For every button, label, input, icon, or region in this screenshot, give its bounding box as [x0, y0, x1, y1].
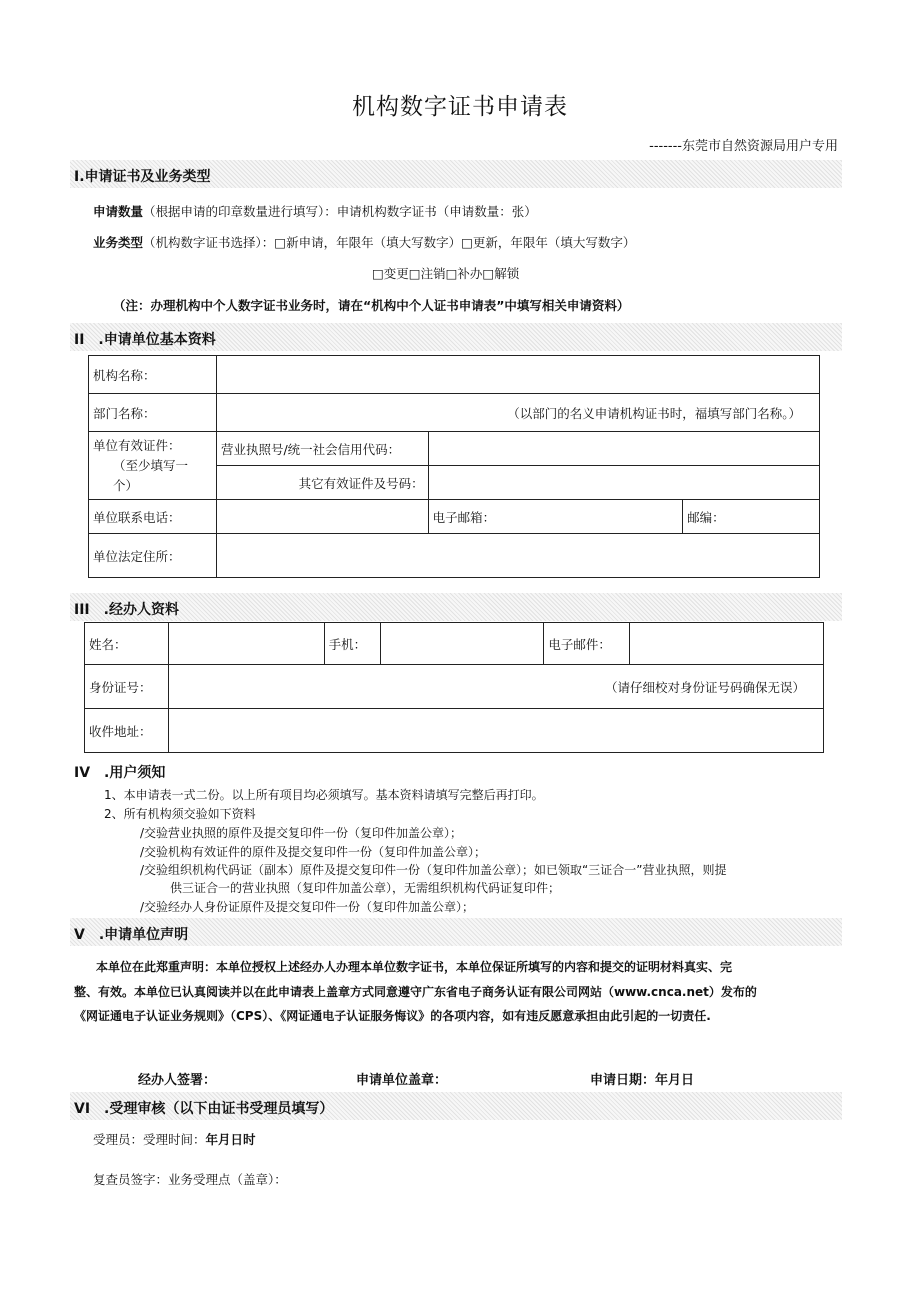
page-subtitle: -------东莞市自然资源局用户专用 — [649, 139, 838, 154]
business-options-line: □变更□注销□补办□解锁 — [372, 266, 520, 281]
quantity-line: 申请数量（根据申请的印章数量进行填写）：申请机构数字证书（申请数量：张） — [93, 204, 537, 219]
org-info-table — [88, 355, 820, 578]
agent-mobile-field[interactable] — [380, 623, 544, 665]
section-5-header: V .申请单位声明 — [70, 918, 842, 946]
section-6-header: VI .受理审核（以下由证书受理员填写） — [70, 1092, 842, 1120]
notice-sub-1: /交验营业执照的原件及提交复印件一份（复印件加盖公章）； — [140, 826, 463, 840]
other-id-label: 其它有效证件及号码： — [216, 466, 428, 500]
notice-sub-2: /交验机构有效证件的原件及提交复印件一份（复印件加盖公章）； — [140, 845, 487, 859]
agent-idno-label: 身份证号： — [85, 665, 169, 709]
agent-addr-field[interactable] — [168, 709, 823, 753]
address-label: 单位法定住所： — [89, 534, 217, 578]
other-id-field[interactable] — [428, 466, 819, 500]
dept-note: （以部门的名义申请机构证书时，福填写部门名称。） — [507, 405, 801, 421]
apply-date-label: 申请日期：年月日 — [590, 1073, 695, 1088]
agent-signature-label: 经办人签署： — [138, 1073, 217, 1088]
email-cell[interactable] — [428, 500, 683, 534]
agent-idno-note: （请仔细校对身份证号码确保无误） — [604, 679, 805, 695]
notice-sub-3a: /交验组织机构代码证（副本）原件及提交复印件一份（复印件加盖公章）；如已领取“三证合一”营业执照，则提 — [140, 863, 727, 877]
section-1-header: I.申请证书及业务类型 — [70, 160, 842, 188]
notice-item-1: 1、本申请表一式二份。以上所有项目均必须填写。基本资料请填写完整后再打印。 — [104, 788, 544, 802]
agent-email-label: 电子邮件： — [544, 623, 630, 665]
notice-sub-4: /交验经办人身份证原件及提交复印件一份（复印件加盖公章）； — [140, 900, 475, 914]
agent-mobile-label: 手机： — [324, 623, 380, 665]
declaration-line-2: 整、有效。本单位已认真阅读并以在此申请表上盖章方式同意遵守广东省电子商务认证有限公司网站（www.cnca.net）发布的 — [74, 985, 757, 999]
agent-name-label: 姓名： — [85, 623, 169, 665]
agent-idno-field[interactable] — [168, 665, 823, 709]
phone-field[interactable] — [216, 500, 428, 534]
agent-addr-label: 收件地址： — [85, 709, 169, 753]
notice-sub-3b: 供三证合一的营业执照（复印件加盖公章），无需组织机构代码证复印件； — [170, 881, 561, 895]
postcode-cell[interactable] — [683, 500, 820, 534]
agent-email-field[interactable] — [630, 623, 824, 665]
review-line-1: 受理员：受理时间：年月日时 — [93, 1132, 256, 1147]
phone-label: 单位联系电话： — [89, 500, 217, 534]
license-field[interactable] — [428, 432, 819, 466]
dept-field[interactable] — [216, 394, 819, 432]
id-label-cell — [89, 432, 217, 500]
agent-info-table — [84, 622, 824, 753]
declaration-line-3: 《网证通电子认证业务规则》（CPS）、《网证通电子认证服务悔议》的各项内容，如有违反愿意承担由此引起的一切责任. — [74, 1009, 711, 1023]
org-seal-label: 申请单位盖章： — [356, 1073, 448, 1088]
agent-name-field[interactable] — [168, 623, 324, 665]
review-line-2: 复查员签字：业务受理点（盖章）： — [93, 1172, 287, 1187]
id-label: 单位有效证件： — [93, 437, 181, 453]
business-type-line: 业务类型（机构数字证书选择）：□新申请，年限年（填大写数字）□更新，年限年（填大写数字） — [93, 235, 636, 250]
section-2-header: II .申请单位基本资料 — [70, 323, 842, 351]
dept-label: 部门名称： — [89, 394, 217, 432]
notice-item-2: 2、所有机构须交验如下资料 — [104, 807, 256, 821]
license-label: 营业执照号/统一社会信用代码： — [216, 432, 428, 466]
address-field[interactable] — [216, 534, 819, 578]
section-4-header: IV .用户须知 — [74, 765, 166, 781]
org-name-field[interactable] — [216, 356, 819, 394]
declaration-line-1: 本单位在此郑重声明：本单位授权上述经办人办理本单位数字证书，本单位保证所填写的内容和提交的证明材料真实、完 — [96, 960, 733, 974]
page-title: 机构数字证书申请表 — [352, 94, 568, 120]
email-label: 电子邮箱： — [432, 509, 496, 525]
section-1-note: （注：办理机构中个人数字证书业务时，请在“机构中个人证书申请表”中填写相关申请资料） — [113, 298, 630, 313]
section-3-header: III .经办人资料 — [70, 593, 842, 621]
postcode-label: 邮编： — [687, 509, 725, 525]
org-name-label: 机构名称： — [89, 356, 217, 394]
id-sub-label: （至少填写一个） — [113, 457, 189, 493]
